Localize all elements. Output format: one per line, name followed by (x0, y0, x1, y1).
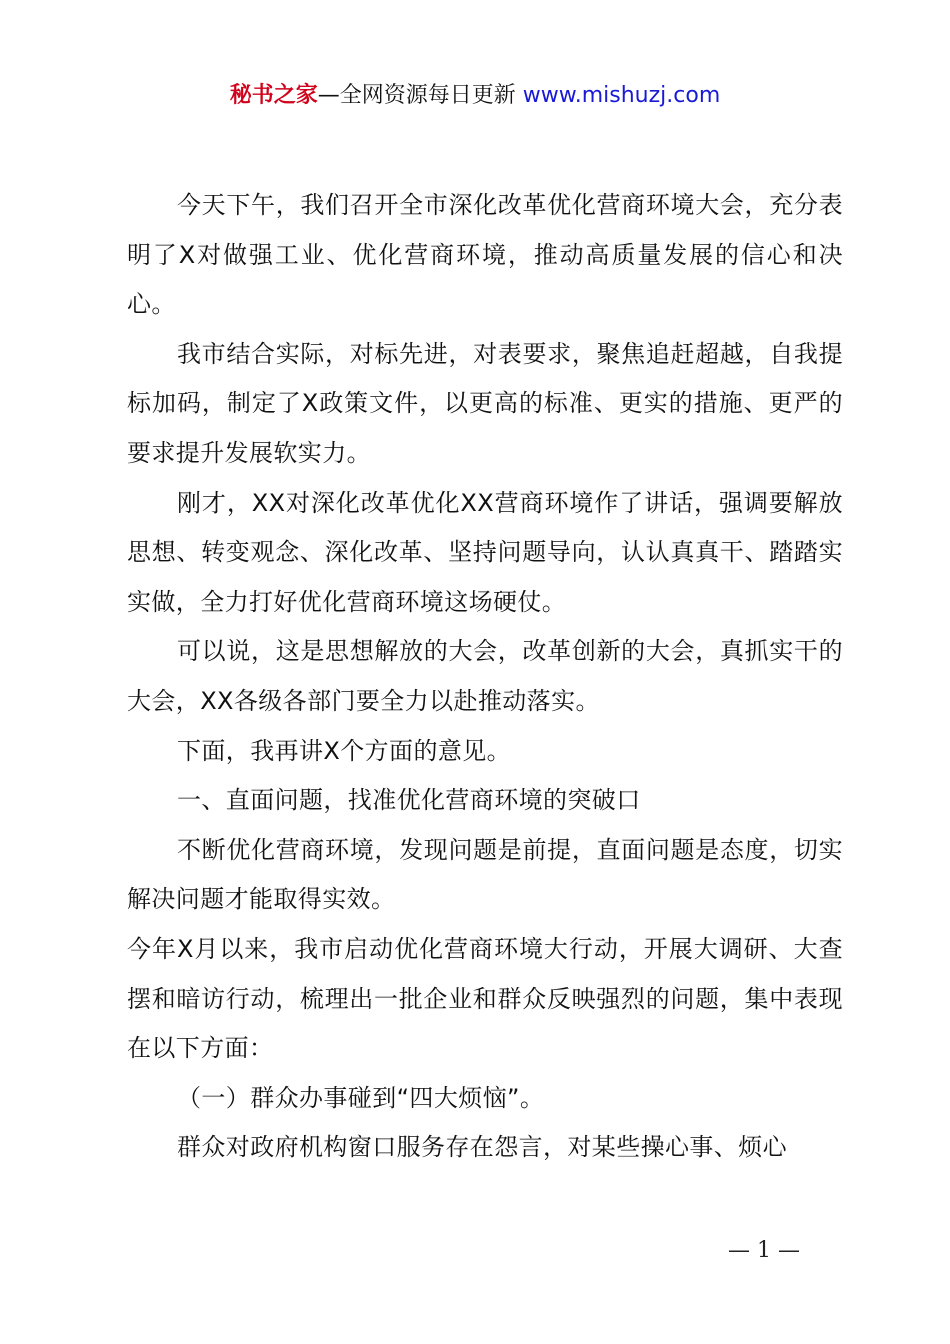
paragraph-3: 刚才，XX对深化改革优化XX营商环境作了讲话，强调要解放思想、转变观念、深化改革、坚持问题导向，认认真真干、踏踏实实做，全力打好优化营商环境这场硬仗。 (127, 488, 843, 616)
paragraph-5: 下面，我再讲X个方面的意见。 (177, 736, 512, 765)
paragraph-1: 今天下午，我们召开全市深化改革优化营商环境大会，充分表明了X对做强工业、优化营商环境，推动高质量发展的信心和决心。 (127, 191, 843, 319)
paragraph-8: 群众对政府机构窗口服务存在怨言，对某些操心事、烦心 (177, 1133, 787, 1162)
paragraph-4: 可以说，这是思想解放的大会，改革创新的大会，真抓实干的大会，XX各级各部门要全力以赴推动落实。 (127, 637, 843, 715)
paragraph-7: 今年X月以来，我市启动优化营商环境大行动，开展大调研、大查摆和暗访行动，梳理出一批企业和群众反映强烈的问题，集中表现在以下方面： (127, 934, 843, 1063)
document-body (127, 181, 843, 1173)
paragraph-6: 不断优化营商环境，发现问题是前提，直面问题是态度，切实解决问题才能取得实效。 (127, 835, 843, 914)
subsection-heading-1: （一）群众办事碰到“四大烦恼”。 (177, 1083, 545, 1112)
section-heading-1: 一、直面问题，找准优化营商环境的突破口 (177, 786, 641, 815)
page-number: — 1 — (728, 1238, 800, 1263)
site-url-link[interactable]: www.mishuzj.com (522, 83, 721, 108)
header-slogan: —全网资源每日更新 (317, 83, 516, 108)
paragraph-2: 我市结合实际，对标先进，对表要求，聚焦追赶超越，自我提标加码，制定了X政策文件，以更高的标准、更实的措施、更严的要求提升发展软实力。 (127, 339, 843, 467)
site-header (0, 80, 950, 112)
brand-name: 秘书之家 (229, 83, 318, 108)
